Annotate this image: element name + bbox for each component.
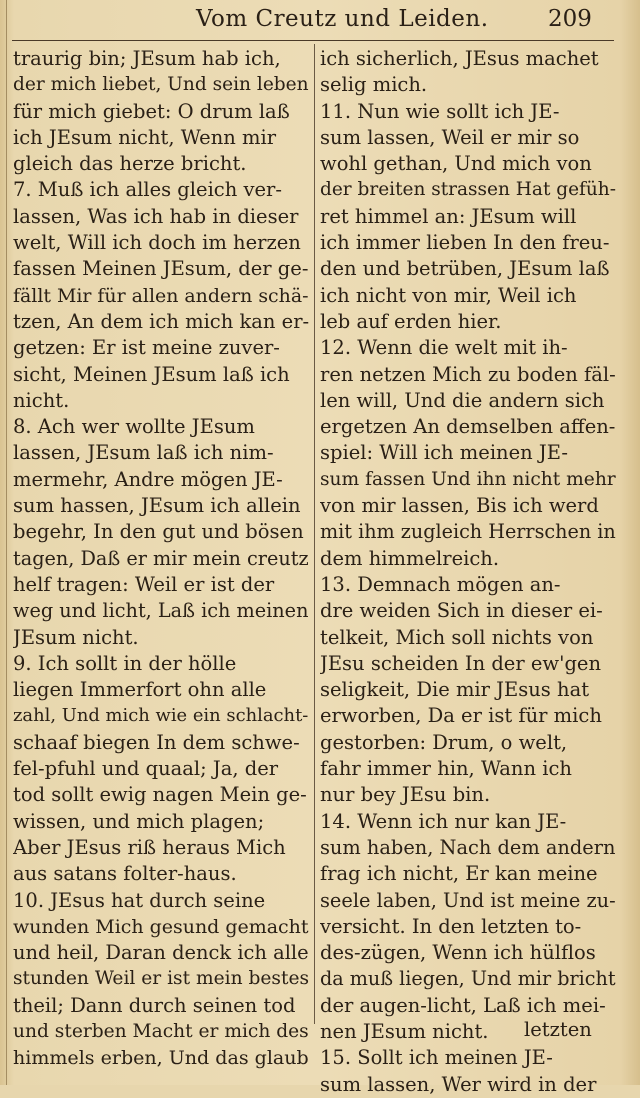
text-line: traurig bin; JEsum hab ich, bbox=[13, 47, 281, 70]
text-line: dem himmelreich. bbox=[320, 546, 500, 570]
text-line: versicht. In den letzten to- bbox=[320, 914, 582, 938]
text-line: ich nicht von mir, Weil ich bbox=[320, 283, 577, 307]
text-line: tagen, Daß er mir mein creutz bbox=[13, 546, 309, 570]
text-line: tod sollt ewig nagen Mein ge- bbox=[13, 783, 307, 807]
text-line: getzen: Er ist meine zuver- bbox=[13, 336, 280, 360]
text-line: des-zügen, Wenn ich hülflos bbox=[320, 941, 596, 965]
text-line: welt, Will ich doch im herzen bbox=[13, 231, 301, 255]
text-line: 14. Wenn ich nur kan JE- bbox=[320, 809, 567, 833]
text-line: lassen, Was ich hab in dieser bbox=[13, 204, 299, 228]
text-line: len will, Und die andern sich bbox=[320, 388, 605, 412]
text-line: seligkeit, Die mir JEsus hat bbox=[320, 678, 590, 702]
header-rule bbox=[12, 40, 614, 41]
text-line: fällt Mir für allen andern schä- bbox=[13, 284, 309, 307]
text-line: sum lassen, Wer wird in der bbox=[320, 1072, 597, 1096]
text-line: 12. Wenn die welt mit ih- bbox=[320, 336, 568, 360]
text-line: ergetzen An demselben affen- bbox=[320, 415, 616, 439]
text-line: sum haben, Nach dem andern bbox=[320, 835, 616, 859]
text-line: fassen Meinen JEsum, der ge- bbox=[13, 257, 309, 281]
text-line: der mich liebet, Und sein leben bbox=[13, 74, 309, 96]
text-line: der augen-licht, Laß ich mei- bbox=[320, 993, 606, 1017]
text-line: 8. Ach wer wollte JEsum bbox=[13, 415, 255, 439]
text-line: nen JEsum nicht. bbox=[320, 1019, 489, 1043]
text-line: ich JEsum nicht, Wenn mir bbox=[13, 125, 277, 149]
text-line: erworben, Da er ist für mich bbox=[320, 704, 602, 728]
text-line: wunden Mich gesund gemacht bbox=[13, 915, 309, 938]
text-line: spiel: Will ich meinen JE- bbox=[320, 441, 568, 465]
text-line: himmels erben, Und das glaub bbox=[13, 1047, 309, 1070]
text-line: sum lassen, Weil er mir so bbox=[320, 125, 580, 149]
text-line: helf tragen: Weil er ist der bbox=[13, 572, 275, 596]
text-line: von mir lassen, Bis ich werd bbox=[320, 494, 599, 518]
text-line: ret himmel an: JEsum will bbox=[320, 204, 577, 228]
text-line: gestorben: Drum, o welt, bbox=[320, 730, 568, 754]
text-line: weg und licht, Laß ich meinen bbox=[13, 599, 309, 623]
text-line: für mich giebet: O drum laß bbox=[13, 99, 290, 123]
left-column bbox=[13, 46, 309, 1072]
text-line: begehr, In den gut und bösen bbox=[13, 520, 304, 544]
text-line: da muß liegen, Und mir bricht bbox=[320, 967, 616, 991]
text-line: aus satans folter-haus. bbox=[13, 862, 237, 886]
text-line: wohl gethan, Und mich von bbox=[320, 152, 592, 176]
text-line: wissen, und mich plagen; bbox=[13, 809, 265, 833]
text-line: mermehr, Andre mögen JE- bbox=[13, 467, 283, 491]
text-line: fel-pfuhl und quaal; Ja, der bbox=[13, 757, 279, 781]
text-line: sum fassen Und ihn nicht mehr bbox=[320, 468, 616, 490]
text-line: liegen Immerfort ohn alle bbox=[13, 678, 267, 702]
text-line: selig mich. bbox=[320, 73, 428, 97]
text-line: theil; Dann durch seinen tod bbox=[13, 993, 296, 1017]
text-line: und heil, Daran denck ich alle bbox=[13, 941, 309, 965]
page-header bbox=[0, 0, 640, 44]
text-line: den und betrüben, JEsum laß bbox=[320, 257, 610, 281]
text-line: telkeit, Mich soll nichts von bbox=[320, 625, 594, 649]
text-line: nur bey JEsu bin. bbox=[320, 783, 491, 807]
page-number: 209 bbox=[548, 6, 592, 32]
text-line: mit ihm zugleich Herrschen in bbox=[320, 520, 616, 544]
text-line: 10. JEsus hat durch seine bbox=[13, 888, 266, 912]
text-line: JEsum nicht. bbox=[13, 625, 139, 649]
right-column bbox=[320, 46, 616, 1098]
page-edge bbox=[6, 0, 7, 1085]
text-line: schaaf biegen In dem schwe- bbox=[13, 730, 300, 754]
catchword: letzten bbox=[524, 1018, 592, 1041]
text-line: ich immer lieben In den freu- bbox=[320, 231, 610, 255]
text-line: ich sicherlich, JEsus machet bbox=[320, 47, 599, 70]
text-line: Aber JEsus riß heraus Mich bbox=[13, 835, 286, 859]
text-line: 15. Sollt ich meinen JE- bbox=[320, 1046, 553, 1070]
text-line: fahr immer hin, Wann ich bbox=[320, 757, 572, 781]
text-line: ren netzen Mich zu boden fäl- bbox=[320, 362, 616, 386]
text-line: JEsu scheiden In der ew'gen bbox=[320, 651, 602, 675]
text-line: frag ich nicht, Er kan meine bbox=[320, 862, 598, 886]
running-title: Vom Creutz und Leiden. bbox=[196, 6, 489, 32]
text-line: und sterben Macht er mich des bbox=[13, 1020, 309, 1042]
text-line: lassen, JEsum laß ich nim- bbox=[13, 441, 274, 465]
text-line: seele laben, Und ist meine zu- bbox=[320, 888, 616, 912]
text-line: 11. Nun wie sollt ich JE- bbox=[320, 99, 560, 123]
text-line: 13. Demnach mögen an- bbox=[320, 572, 561, 596]
text-line: sicht, Meinen JEsum laß ich bbox=[13, 362, 290, 386]
text-line: gleich das herze bricht. bbox=[13, 152, 247, 176]
text-line: zahl, Und mich wie ein schlacht- bbox=[13, 705, 309, 727]
text-line: leb auf erden hier. bbox=[320, 309, 502, 333]
text-line: nicht. bbox=[13, 388, 70, 412]
text-line: stunden Weil er ist mein bestes bbox=[13, 968, 309, 990]
text-line: tzen, An dem ich mich kan er- bbox=[13, 309, 309, 333]
text-line: der breiten strassen Hat gefüh- bbox=[320, 179, 616, 201]
text-line: 9. Ich sollt in der hölle bbox=[13, 651, 237, 675]
text-line: sum hassen, JEsum ich allein bbox=[13, 494, 301, 518]
text-line: dre weiden Sich in dieser ei- bbox=[320, 599, 603, 623]
column-divider bbox=[314, 44, 315, 1024]
text-line: 7. Muß ich alles gleich ver- bbox=[13, 178, 282, 202]
